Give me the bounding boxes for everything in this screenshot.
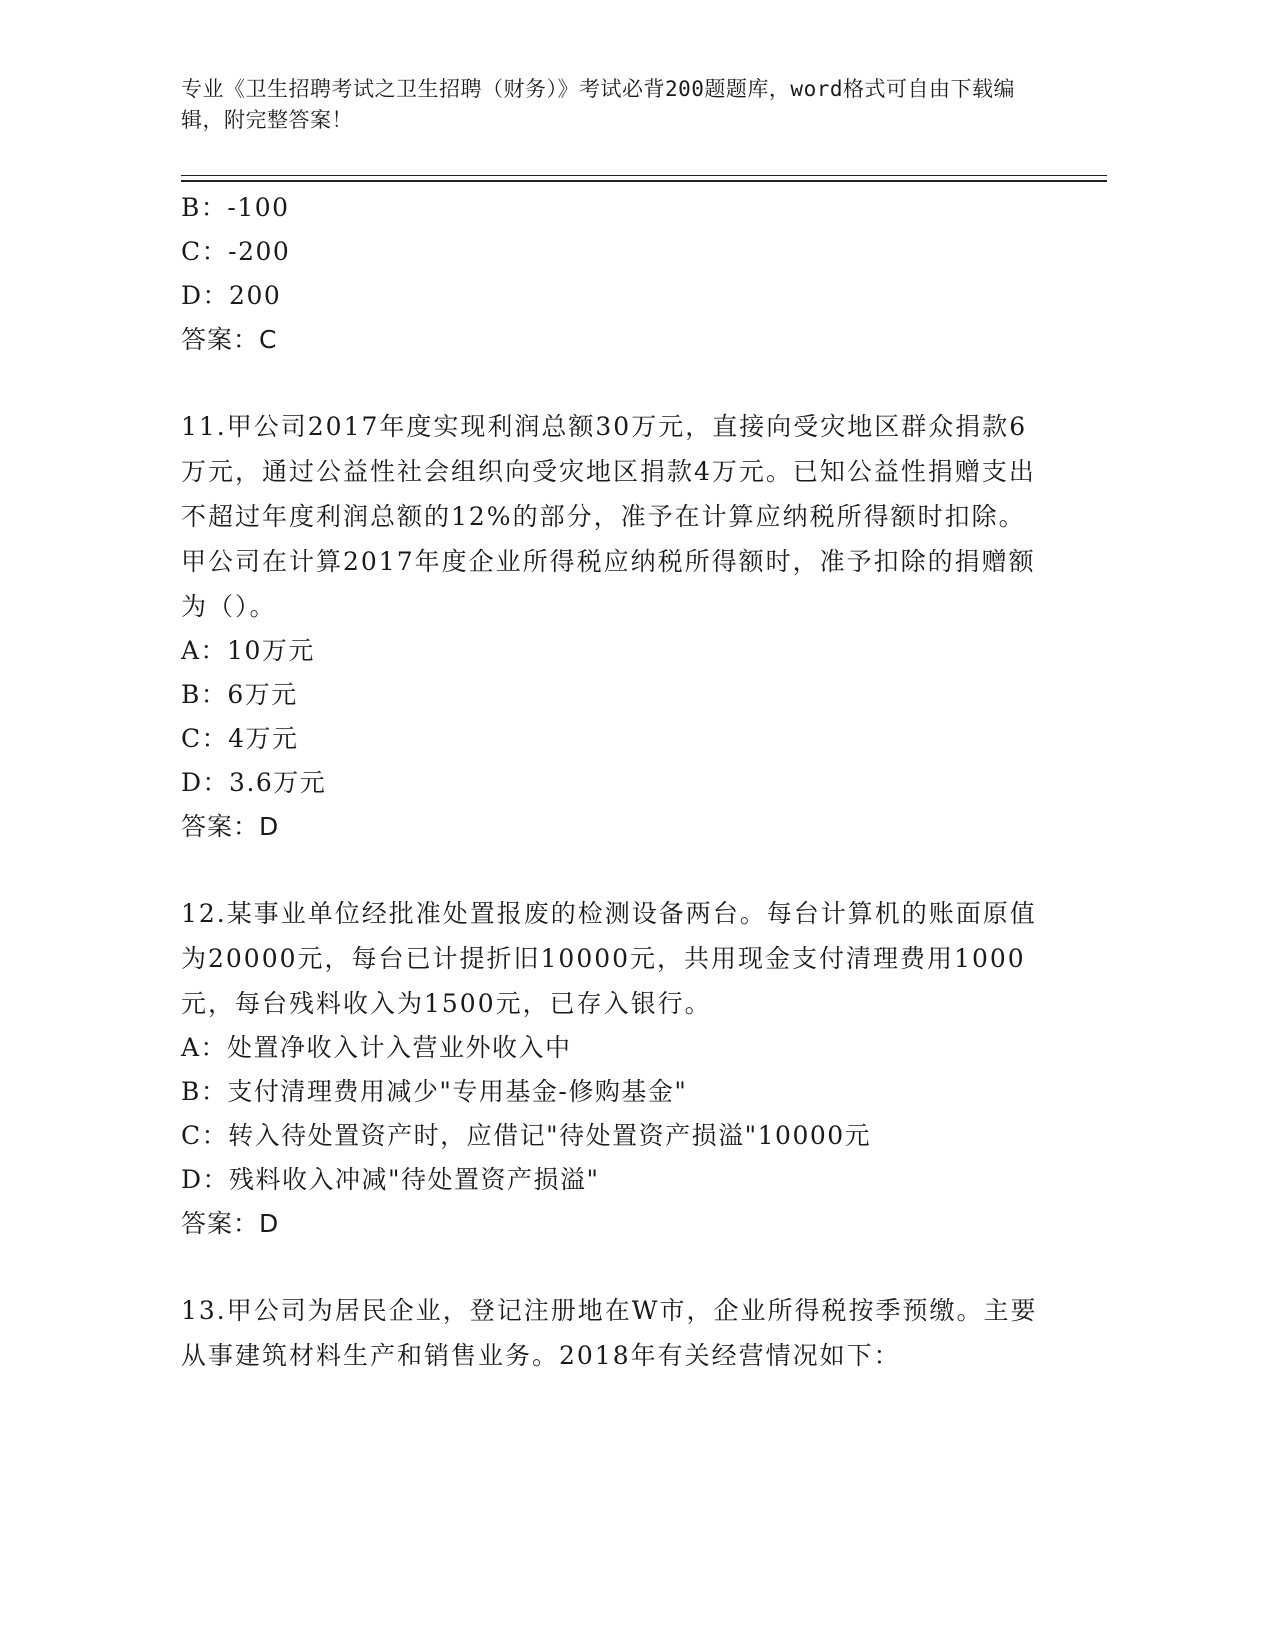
document-header: 专业《卫生招聘考试之卫生招聘（财务）》考试必背200题题库，word格式可自由下载编辑，附完整答案！ xyxy=(181,77,1015,132)
option-b: B：-100 xyxy=(181,193,290,222)
option-c: C：4万元 xyxy=(181,724,299,753)
question-stem: 13.甲公司为居民企业，登记注册地在W市，企业所得税按季预缴。主要从事建筑材料生产和销售业务。2018年有关经营情况如下： xyxy=(181,1296,1038,1370)
question-12 xyxy=(181,891,1041,1246)
document-body xyxy=(181,186,1041,1378)
option-c: C：转入待处置资产时，应借记"待处置资产损溢"10000元 xyxy=(181,1121,872,1150)
option-d: D：200 xyxy=(181,281,282,310)
question-stem: 11.甲公司2017年度实现利润总额30万元，直接向受灾地区群众捐款6万元，通过公益性社会组织向受灾地区捐款4万元。已知公益性捐赠支出不超过年度利润总额的12%的部分，准予在计算应纳税所得额时扣除。甲公司在计算2017年度企业所得税应纳税所得额时，准予扣除的捐赠额为（）。 xyxy=(181,412,1036,621)
option-b: B：支付清理费用减少"专用基金-修购基金" xyxy=(181,1077,688,1106)
question-13 xyxy=(181,1288,1041,1378)
header-rule-thick xyxy=(181,180,1107,182)
answer-line: 答案：D xyxy=(181,1209,280,1238)
question-11 xyxy=(181,404,1041,849)
option-b: B：6万元 xyxy=(181,680,298,709)
answer-line: 答案：D xyxy=(181,812,280,841)
option-d: D：残料收入冲减"待处置资产损溢" xyxy=(181,1165,600,1194)
header-rule-thin xyxy=(181,175,1107,176)
option-a: A：10万元 xyxy=(181,636,315,665)
answer-line: 答案：C xyxy=(181,325,278,354)
prev-question-block xyxy=(181,186,1041,362)
option-a: A：处置净收入计入营业外收入中 xyxy=(181,1033,572,1062)
option-c: C：-200 xyxy=(181,237,291,266)
option-d: D：3.6万元 xyxy=(181,768,327,797)
question-stem: 12.某事业单位经批准处置报废的检测设备两台。每台计算机的账面原值为20000元，每台已计提折旧10000元，共用现金支付清理费用1000元，每台残料收入为1500元，已存入银行。 xyxy=(181,899,1037,1018)
